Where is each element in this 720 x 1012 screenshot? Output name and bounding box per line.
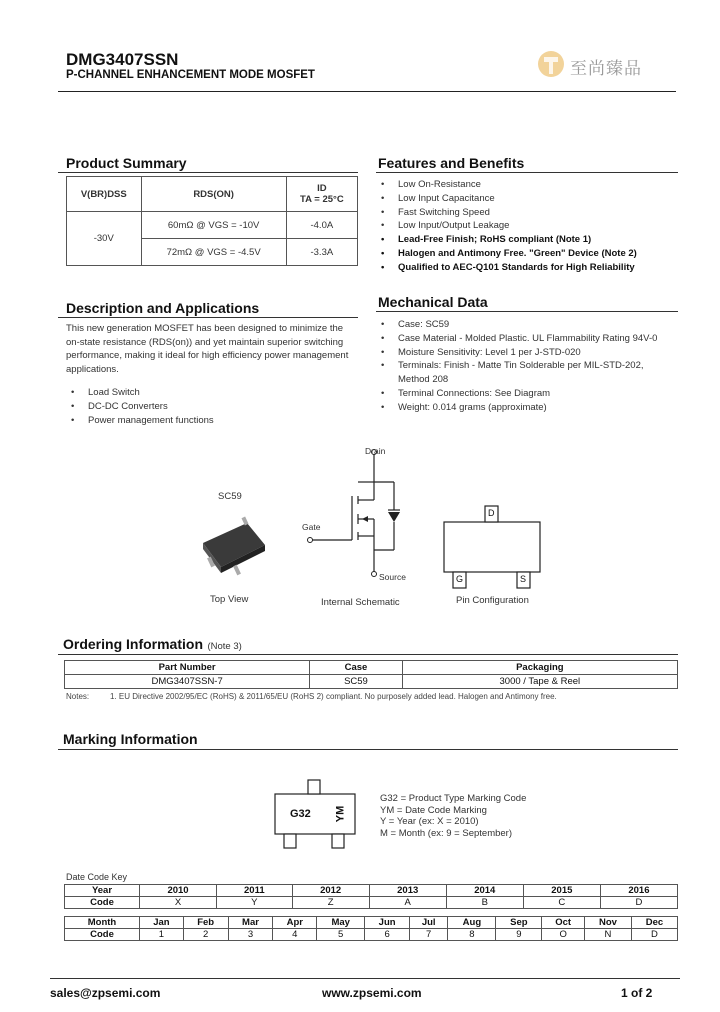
ordering-heading: Ordering Information (Note 3) [63, 636, 242, 652]
code-cell: 3 [228, 929, 273, 941]
list-item: • Low Input Capacitance [376, 192, 676, 206]
code-cell: 4 [273, 929, 317, 941]
list-item: • Fast Switching Speed [376, 206, 676, 220]
month-cell: Nov [584, 917, 631, 929]
gate-label: Gate [302, 522, 321, 532]
packaging-value: 3000 / Tape & Reel [402, 675, 677, 689]
product-summary-table [66, 176, 358, 266]
year-cell: 2013 [369, 885, 446, 897]
code-cell: 1 [140, 929, 184, 941]
marking-legend: G32 = Product Type Marking Code YM = Date Code Marking Y = Year (ex: X = 2010) M = Month (ex: 9 = September) [380, 793, 527, 839]
code-cell: 7 [410, 929, 448, 941]
features-heading: Features and Benefits [378, 155, 525, 171]
list-item: • Qualified to AEC-Q101 Standards for High Reliability [376, 261, 676, 275]
footer-email-link[interactable]: sales@zpsemi.com [50, 986, 161, 1000]
product-summary-heading: Product Summary [66, 155, 187, 171]
code-cell: 5 [317, 929, 365, 941]
col-case: Case [310, 661, 402, 675]
list-item: • Halogen and Antimony Free. "Green" Device (Note 2) [376, 247, 676, 261]
month-cell: Sep [496, 917, 542, 929]
list-item: • DC-DC Converters [66, 400, 356, 414]
date-code-key-label: Date Code Key [66, 872, 128, 882]
pin-s-label: S [520, 574, 527, 584]
code-cell: B [446, 897, 523, 909]
list-item: • Moisture Sensitivity: Level 1 per J-STD-020 [376, 346, 676, 360]
notes-label: Notes: [66, 692, 90, 701]
code-cell: C [523, 897, 600, 909]
mechanical-heading: Mechanical Data [378, 294, 488, 310]
description-text: This new generation MOSFET has been designed to minimize the on-state resistance (RDS(on)) and yet maintain superior switching performance, making it ideal for high efficiency power management applications. [66, 323, 349, 375]
month-cell: Jun [365, 917, 410, 929]
year-cell: 2016 [600, 885, 677, 897]
code-cell: 6 [365, 929, 410, 941]
list-item: • Power management functions [66, 414, 356, 428]
document-subtitle: P-CHANNEL ENHANCEMENT MODE MOSFET [66, 69, 315, 81]
header-rule [58, 91, 676, 92]
pin-d-label: D [488, 508, 495, 518]
month-cell: Apr [273, 917, 317, 929]
year-cell: 2010 [140, 885, 217, 897]
code-cell: A [369, 897, 446, 909]
marking-package-diagram [270, 776, 360, 856]
id-value: -3.3A [286, 239, 357, 266]
col-packaging: Packaging [402, 661, 677, 675]
month-cell: Jul [410, 917, 448, 929]
code-cell: 2 [183, 929, 228, 941]
year-code-table [64, 884, 678, 909]
list-item: • Low Input/Output Leakage [376, 219, 676, 233]
pin-g-label: G [456, 574, 464, 584]
month-cell: Dec [631, 917, 677, 929]
list-item: • Terminal Connections: See Diagram [376, 387, 676, 401]
applications-list [66, 386, 356, 427]
year-cell: 2014 [446, 885, 523, 897]
month-header: Month [65, 917, 140, 929]
code-cell: 8 [448, 929, 496, 941]
code-cell: X [140, 897, 217, 909]
section-rule [58, 172, 358, 173]
month-cell: Oct [542, 917, 585, 929]
month-cell: Jan [140, 917, 184, 929]
list-item: • Weight: 0.014 grams (approximate) [376, 401, 676, 415]
internal-schematic-diagram [296, 440, 416, 580]
code-cell: O [542, 929, 585, 941]
drain-label: Drain [365, 446, 386, 456]
year-cell: 2011 [217, 885, 293, 897]
list-item: • Low On-Resistance [376, 178, 676, 192]
code-cell: Y [217, 897, 293, 909]
marking-code: G32 [290, 808, 311, 820]
year-cell: 2015 [523, 885, 600, 897]
pin-configuration-label: Pin Configuration [456, 595, 529, 606]
document-title: DMG3407SSN [66, 50, 179, 69]
footer-website-link[interactable]: www.zpsemi.com [322, 986, 422, 1000]
list-item: • Load Switch [66, 386, 356, 400]
ordering-table [64, 660, 678, 689]
code-header: Code [65, 897, 140, 909]
col-id: ID TA = 25°C [286, 177, 357, 212]
section-rule [58, 317, 358, 318]
month-cell: May [317, 917, 365, 929]
col-vbrdss: V(BR)DSS [67, 177, 142, 212]
year-header: Year [65, 885, 140, 897]
marking-ym: YM [334, 805, 347, 823]
package-label: SC59 [218, 491, 242, 502]
rds-value: 72mΩ @ VGS = -4.5V [141, 239, 286, 266]
id-value: -4.0A [286, 212, 357, 239]
mechanical-list [376, 318, 676, 415]
list-item: • Case Material - Molded Plastic. UL Flammability Rating 94V-0 [376, 332, 676, 346]
year-cell: 2012 [292, 885, 369, 897]
footer-rule [50, 978, 680, 979]
section-rule [376, 172, 678, 173]
sc59-package-image [195, 515, 270, 585]
code-cell: D [600, 897, 677, 909]
internal-schematic-label: Internal Schematic [321, 597, 400, 608]
month-code-table [64, 916, 678, 941]
logo-text: 至尚臻品 [570, 59, 642, 78]
code-cell: 9 [496, 929, 542, 941]
top-view-label: Top View [210, 594, 249, 605]
list-item: • Case: SC59 [376, 318, 676, 332]
code-cell: D [631, 929, 677, 941]
rds-value: 60mΩ @ VGS = -10V [141, 212, 286, 239]
code-cell: Z [292, 897, 369, 909]
features-list [376, 178, 676, 275]
col-rdson: RDS(ON) [141, 177, 286, 212]
source-label: Source [379, 572, 406, 582]
list-item: • Lead-Free Finish; RoHS compliant (Note 1) [376, 233, 676, 247]
list-item: • Terminals: Finish - Matte Tin Solderable per MIL-STD-202, Method 208 [376, 359, 676, 387]
month-cell: Mar [228, 917, 273, 929]
section-rule [376, 311, 678, 312]
section-rule [58, 749, 678, 750]
part-number-value: DMG3407SSN-7 [65, 675, 310, 689]
note-1: 1. EU Directive 2002/95/EC (RoHS) & 2011/65/EU (RoHS 2) compliant. No purposely added lead. Halogen and Antimony free. [110, 692, 557, 701]
marking-heading: Marking Information [63, 731, 198, 747]
code-header: Code [65, 929, 140, 941]
col-part-number: Part Number [65, 661, 310, 675]
description-heading: Description and Applications [66, 300, 260, 316]
vbr-value: -30V [67, 212, 142, 266]
case-value: SC59 [310, 675, 402, 689]
page-number: 1 of 2 [621, 986, 653, 1000]
section-rule [58, 654, 678, 655]
month-cell: Aug [448, 917, 496, 929]
code-cell: N [584, 929, 631, 941]
month-cell: Feb [183, 917, 228, 929]
